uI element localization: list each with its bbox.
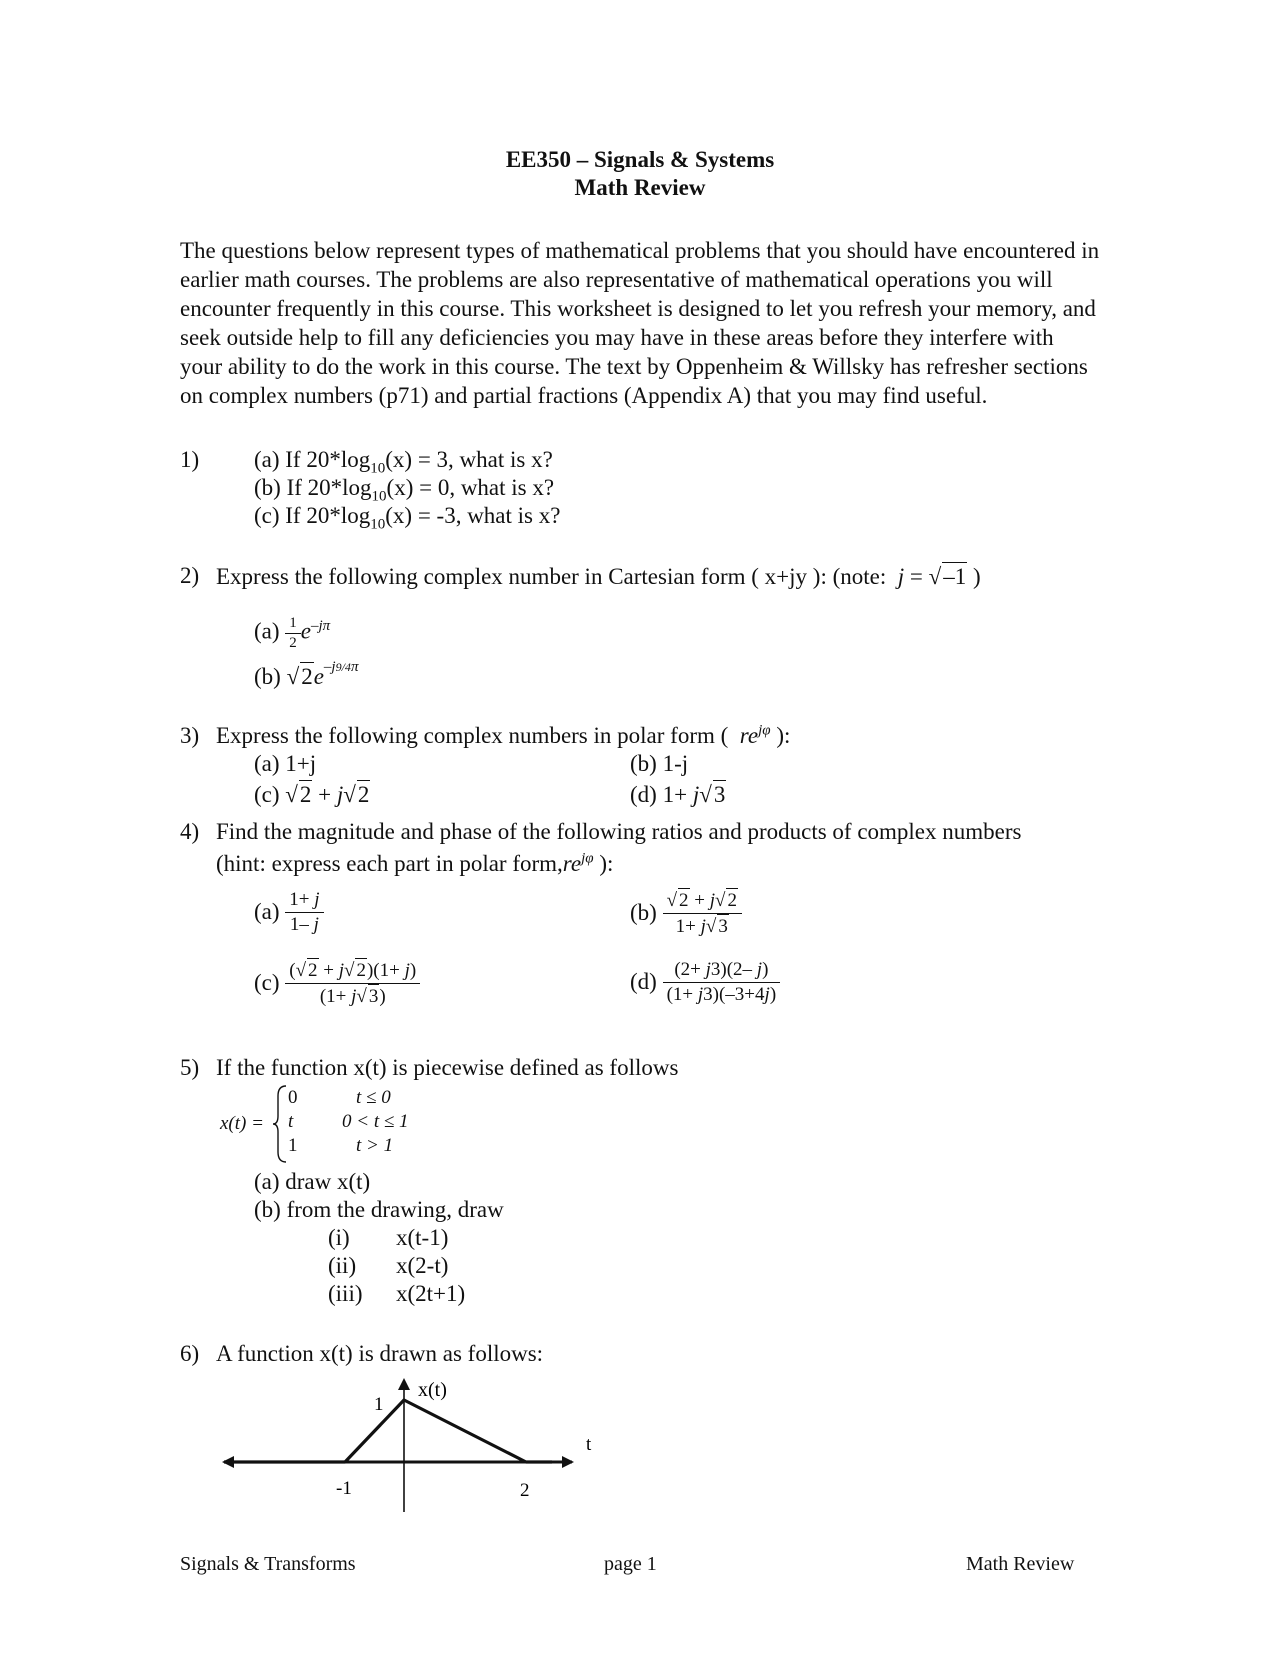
q5-part-b: (b) from the drawing, draw — [254, 1197, 504, 1222]
case-condition-1: t ≤ 0 — [356, 1087, 391, 1108]
case-value-2: t — [288, 1111, 294, 1132]
footer-right: Math Review — [966, 1553, 1075, 1575]
q5-item-ii-expr: x(2-t) — [396, 1253, 449, 1278]
q5-part-a: (a) draw x(t) — [254, 1169, 371, 1194]
case-value-3: 1 — [288, 1135, 298, 1156]
q5-prompt: If the function x(t) is piecewise defined as follows — [216, 1055, 679, 1080]
q6-number: 6) — [180, 1341, 200, 1366]
q3-part-b: (b) 1-j — [630, 751, 689, 776]
q5-item-ii-num: (ii) — [328, 1253, 357, 1278]
q1-part-b: (b) If $20*\log_{10}(x) = 0$, what is x? — [254, 475, 555, 505]
q4-part-c: (c) $\frac{(√ 2 + j√ 2)(1+ j)}{(1+ j√ 3)}$ — [254, 958, 420, 1009]
j-definition: j — [891, 564, 905, 589]
q4-hint: (hint: express each part in polar $form,re^{j\varphi}$ ): — [216, 850, 614, 876]
q2-prompt: Express the following complex number in Cartesian form ( x+jy ): (note: j = √–1 ) — [216, 562, 981, 592]
q3-part-a: (a) 1+j — [254, 751, 317, 776]
q5-number: 5) — [180, 1055, 200, 1080]
q4-part-a: (a) $\frac{1+ j}{1- j}$ — [254, 888, 324, 937]
q3-part-c: (c) √2 + j√2 — [254, 780, 370, 810]
q3-part-d: (d) 1+ j√3 — [630, 780, 726, 810]
q4-part-b: (b) $\frac{√ 2 + j√ 2}{1+ j√ 3}$ — [630, 888, 742, 939]
q1-part-a: (a) If $20*\log_{10}(x) = 3$, what is x? — [254, 447, 553, 477]
graph-y-label: x(t) — [418, 1379, 447, 1401]
footer-page-number: page 1 — [604, 1553, 657, 1575]
piecewise-brace — [272, 1084, 288, 1164]
q5-item-iii-expr: x(2t+1) — [396, 1281, 466, 1306]
case-value-1: 0 — [288, 1087, 298, 1108]
case-condition-3: t > 1 — [356, 1135, 394, 1156]
graph-t-label: t — [586, 1434, 592, 1455]
page-subtitle: Math Review — [574, 175, 706, 200]
q2-number: 2) — [180, 563, 200, 588]
q6-prompt: A function x(t) is drawn as follows: — [216, 1341, 544, 1366]
q3-prompt: Express the following complex numbers in polar form ( $re^{j\varphi}$ ): — [216, 722, 791, 748]
q5-item-i-num: (i) — [328, 1225, 350, 1250]
q2-part-b: (b) $√2e^{-j9/4\pi}$ — [254, 662, 358, 692]
q3-number: 3) — [180, 723, 200, 748]
graph-right-tick: 2 — [520, 1480, 530, 1501]
course-title: EE350 – Signals & Systems — [505, 147, 775, 172]
case-condition-2: 0 < t ≤ 1 — [342, 1111, 409, 1132]
q5-item-iii-num: (iii) — [328, 1281, 363, 1306]
q2-part-a: (a) $\frac{1}{2}$ $e^{-j\pi}$ — [254, 615, 331, 651]
q5-item-i-expr: x(t-1) — [396, 1225, 449, 1250]
piecewise-function-name: x(t) = — [220, 1113, 264, 1134]
q4-part-d: (d) $\frac{(2+ j3)(2- j)}{(1+ j3)(-3+4j)}$ — [630, 958, 780, 1007]
signal-curve — [224, 1400, 552, 1462]
graph-peak-label: 1 — [374, 1394, 384, 1415]
intro-paragraph: The questions below represent types of mathematical problems that you should have encountered in earlier math courses. The problems are also representative of mathematical operations you will encounter frequently in this course. This worksheet is designed to let you refresh your memory, and seek outside help to fill any deficiencies you may have in these areas before they interfere with your ability to do the work in this course. The text by Oppenheim & Willsky has refresher sections on complex numbers (p71) and partial fractions (Appendix A) that you may find useful. — [180, 238, 1100, 408]
footer-left: Signals & Transforms — [180, 1553, 356, 1575]
q4-number: 4) — [180, 819, 200, 844]
signal-graph — [200, 1370, 620, 1520]
q4-prompt: Find the magnitude and phase of the following ratios and products of complex numbers — [216, 819, 1022, 844]
graph-left-tick: -1 — [336, 1478, 352, 1499]
q1-part-c: (c) If $20*\log_{10}(x) = -3$, what is x? — [254, 503, 561, 533]
q1-number: 1) — [180, 447, 200, 472]
